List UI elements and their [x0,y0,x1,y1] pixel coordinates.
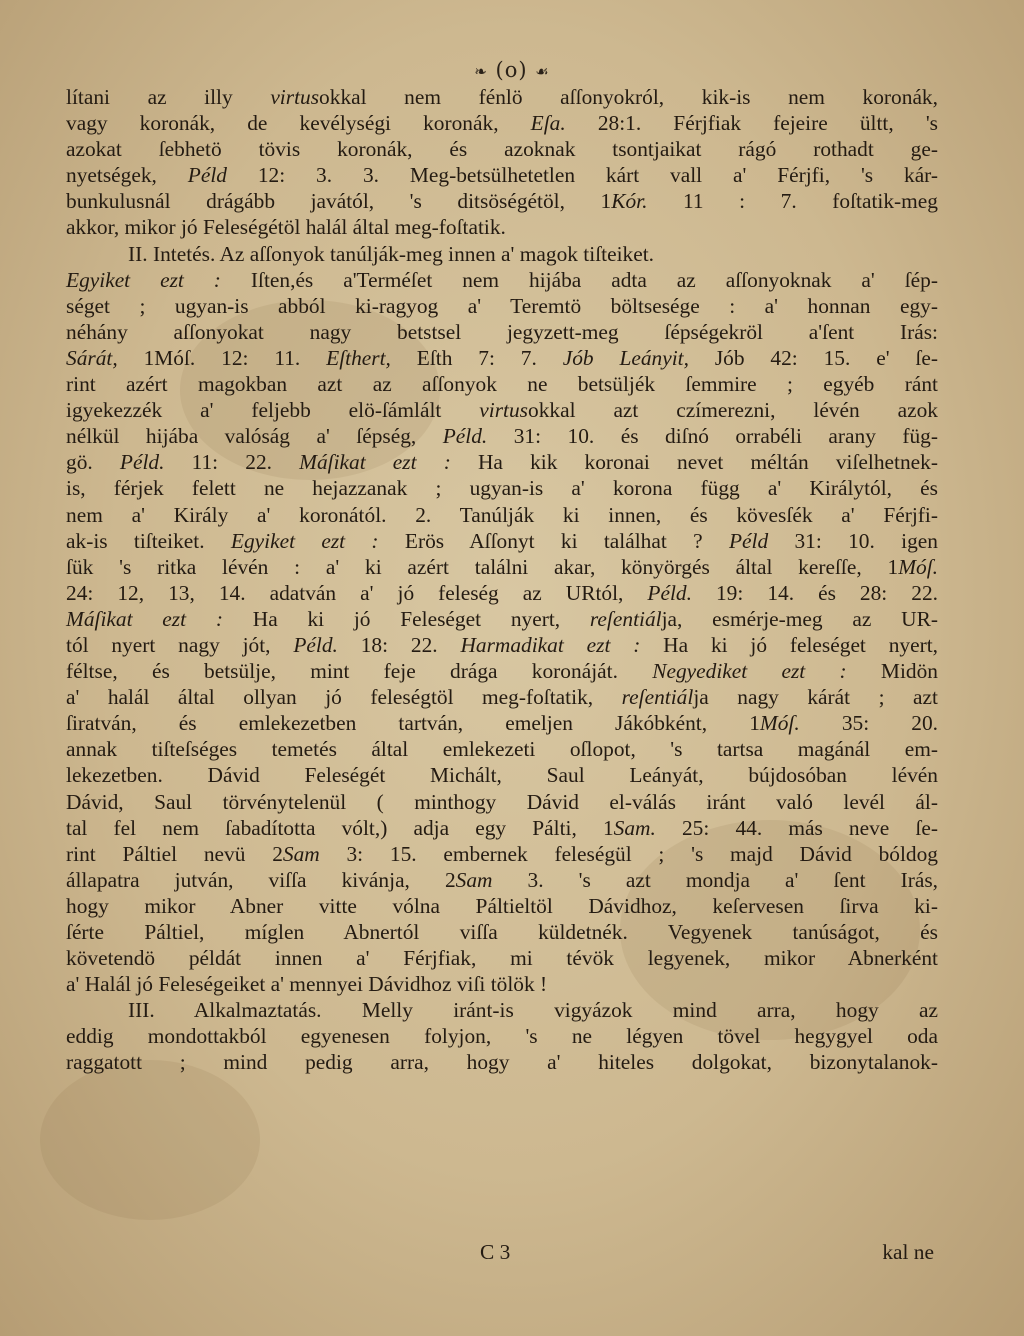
italic-text: Eſthert, [326,345,391,370]
text-line [66,110,938,136]
text-segment: okkal nem fénlö aſſonyokról, kik-is nem koronák, [319,85,938,109]
text-line [66,997,938,1023]
text-segment: 12: 3. 3. Meg-betsülhetetlen kárt vall a' Férjfi, 's kár- [226,163,939,188]
text-segment: ak-is tiſteiket. [66,528,231,553]
text-segment: 35: 20. [799,711,938,736]
paper-stain [40,1060,260,1220]
text-segment: Iſten,és a'Terméſet nem hijába adta az aſſonyoknak a' ſép- [220,267,938,292]
text-segment: azokat ſebhetö tövis koronák, és azoknak tsontjaikat rágó rothadt ge- [66,137,938,162]
text-segment: a' Halál jó Feleségeiket a' mennyei Dávidhoz viſi tölök ! [66,972,548,997]
text-segment: nyetségek, [66,163,188,188]
text-segment: lítani az illy [66,85,271,109]
italic-text: Sam [455,867,493,892]
italic-text: Sam [282,841,320,866]
text-line [66,945,938,971]
text-segment: gö. [66,450,120,475]
text-line [66,162,938,188]
signature-mark: C 3 [480,1240,511,1264]
italic-text: virtus [479,398,528,423]
text-segment: ſérte Páltiel, míglen Abnertól viſſa küldetnék. Vegyenek tanúságot, és [66,920,938,944]
text-segment: III. Alkalmaztatás. Melly iránt-is vigyázok mind arra, hogy az [128,998,938,1023]
text-segment: rint Páltiel nevü 2 [66,841,283,866]
italic-text: Jób Leányit, [562,345,689,370]
italic-text: Sárát, [66,345,118,370]
text-segment: Dávid, Saul törvénytelenül ( minthogy Dávid el-válás iránt való levél ál- [66,789,938,814]
text-segment: lekezetben. Dávid Feleségét Michált, Saul Leányát, bújdosóban lévén [66,763,938,788]
italic-text: virtus [270,85,320,109]
text-line [66,319,938,345]
text-segment: Ha ki jó Feleséget nyert, [222,606,590,631]
text-line [66,815,938,841]
text-line [66,267,938,293]
text-line [66,214,938,240]
italic-text: Móſ. [898,554,938,579]
text-segment: vagy koronák, de kevélységi koronák, [66,111,531,136]
text-segment: okkal azt czímerezni, lévén azok [528,398,938,423]
text-segment: 1Móſ. 12: 11. [117,345,327,370]
italic-text: Eſa. [530,111,566,136]
text-line [66,710,938,736]
text-line [66,580,938,606]
text-segment: tól nyert nagy jót, [66,632,294,657]
text-line [66,867,938,893]
text-segment: 11: 22. [164,450,300,475]
italic-text: Péld [187,163,227,188]
text-segment: akkor, mikor jó Feleségétöl halál által meg-foſtatik. [66,215,506,240]
text-segment: Ha ki jó feleséget nyert, [640,632,938,657]
italic-text: Egyiket ezt : [230,528,379,553]
text-segment: állapatra jutván, viſſa kivánja, 2 [66,867,456,892]
text-line [66,971,938,997]
text-segment: tal fel nem ſabadította vólt,) adja egy Pálti, 1 [66,815,614,840]
text-segment: 25: 44. más neve ſe- [655,815,938,840]
text-segment: 31: 10. igen [768,528,938,553]
page-footer [66,1240,938,1268]
italic-text: Máſikat ezt : [66,606,223,631]
italic-text: Péld. [119,450,165,475]
italic-text: reſentiál [589,606,662,631]
text-line [66,841,938,867]
italic-text: Péld. [293,632,338,657]
text-segment: 31: 10. és diſnó orrabéli arany füg- [487,424,938,449]
text-segment: néhány aſſonyokat nagy betstsel jegyzett-meg ſépségekröl a'ſent Irás: [66,319,938,344]
text-segment: Ha kik koronai nevet méltán viſelhetnek- [450,450,938,475]
text-segment: 3. 's azt mondja a' ſent Irás, [492,867,938,892]
catchword: kal ne [882,1240,934,1264]
text-segment: bunkulusnál drágább javától, 's ditsöségétöl, 1 [66,189,612,214]
text-line [66,136,938,162]
text-line [66,1049,938,1075]
text-line [66,475,938,501]
header-ornament-right: ☙ [535,62,550,81]
text-segment: igyekezzék a' feljebb elö-ſámlált [66,398,480,423]
header-ornament-left: ❧ [474,62,488,81]
text-segment: 28:1. Férjfiak fejeire ültt, 's [565,111,938,136]
body-text [66,84,938,1076]
text-segment: ſiratván, és emlekezetben tartván, emeljen Jákóbként, 1 [66,711,760,736]
text-segment: Eſth 7: 7. [390,345,563,370]
text-line [66,1023,938,1049]
text-line [66,789,938,815]
italic-text: Sam. [613,815,656,840]
text-segment: 11 : 7. foſtatik-meg [647,189,938,214]
text-segment: féltse, és betsülje, mint feje drága koronáját. [66,659,653,684]
text-segment: annak tiſteſséges temetés által emlekezeti oſlopot, 's tartsa magánál em- [66,737,938,762]
italic-text: Egyiket ezt : [66,267,221,292]
text-line [66,736,938,762]
text-line [66,84,938,110]
text-line [66,919,938,945]
text-line [66,606,938,632]
text-line [66,188,938,214]
text-segment: séget ; ugyan-is abból ki-ragyog a' Teremtö böltsesége : a' honnan egy- [66,293,938,318]
text-line [66,371,938,397]
text-line [66,449,938,475]
italic-text: Péld. [647,580,692,605]
text-line [66,241,938,267]
text-segment: Midön [846,659,938,684]
text-line [66,528,938,554]
text-segment: ja nagy kárát ; azt [693,685,938,710]
text-segment: Jób 42: 15. e' ſe- [688,345,938,370]
text-segment: ja, esmérje-meg az UR- [661,606,938,631]
text-line [66,684,938,710]
text-line [66,423,938,449]
text-segment: II. Intetés. Az aſſonyok tanúlják-meg innen a' magok tiſteiket. [128,241,654,266]
text-line [66,632,938,658]
text-line [66,762,938,788]
italic-text: Móſ. [759,711,800,736]
italic-text: Kór. [611,189,648,214]
italic-text: Harmadikat ezt : [460,632,641,657]
text-segment: nem a' Király a' koronától. 2. Tanúlják ki innen, és kövesſék a' Férjfi- [66,502,938,527]
text-segment: is, férjek felett ne hejazzanak ; ugyan-is a' korona függ a' Királytól, és [66,476,938,501]
text-segment: eddig mondottakból egyenesen folyjon, 's ne légyen tövel hegygyel oda [66,1024,938,1049]
text-segment: ſük 's ritka lévén : a' ki azért találni akar, könyörgés által kereſſe, 1 [66,554,899,579]
text-line [66,502,938,528]
folio-number: (o) [495,58,528,82]
text-segment: 19: 14. és 28: 22. [691,580,938,605]
text-segment: Erös Aſſonyt ki találhat ? [378,528,729,553]
italic-text: Péld [728,528,769,553]
text-line [66,893,938,919]
text-segment: rint azért magokban azt az aſſonyok ne betsüljék ſemmire ; egyéb ránt [66,372,938,397]
text-line [66,345,938,371]
italic-text: Máſikat ezt : [299,450,451,475]
italic-text: Péld. [442,424,488,449]
text-segment: követendö példát innen a' Férjfiak, mi tévök legyenek, mikor Abnerként [66,946,938,971]
text-line [66,658,938,684]
text-segment: hogy mikor Abner vitte vólna Páltieltöl Dávidhoz, keſervesen ſirva ki- [66,893,938,918]
italic-text: Negyediket ezt : [652,659,847,684]
text-line [66,293,938,319]
text-segment: 18: 22. [337,632,461,657]
text-segment: a' halál által ollyan jó feleségtöl meg-foſtatik, [66,685,622,710]
text-segment: 3: 15. embernek feleségül ; 's majd Dávid bóldog [319,841,938,866]
text-segment: nélkül hijába valóság a' ſépség, [66,424,443,449]
italic-text: reſentiál [621,685,694,710]
text-line [66,397,938,423]
text-segment: raggatott ; mind pedig arra, hogy a' hiteles dolgokat, bizonytalanok- [66,1050,938,1075]
text-segment: 24: 12, 13, 14. adatván a' jó feleség az URtól, [66,580,648,605]
text-line [66,554,938,580]
